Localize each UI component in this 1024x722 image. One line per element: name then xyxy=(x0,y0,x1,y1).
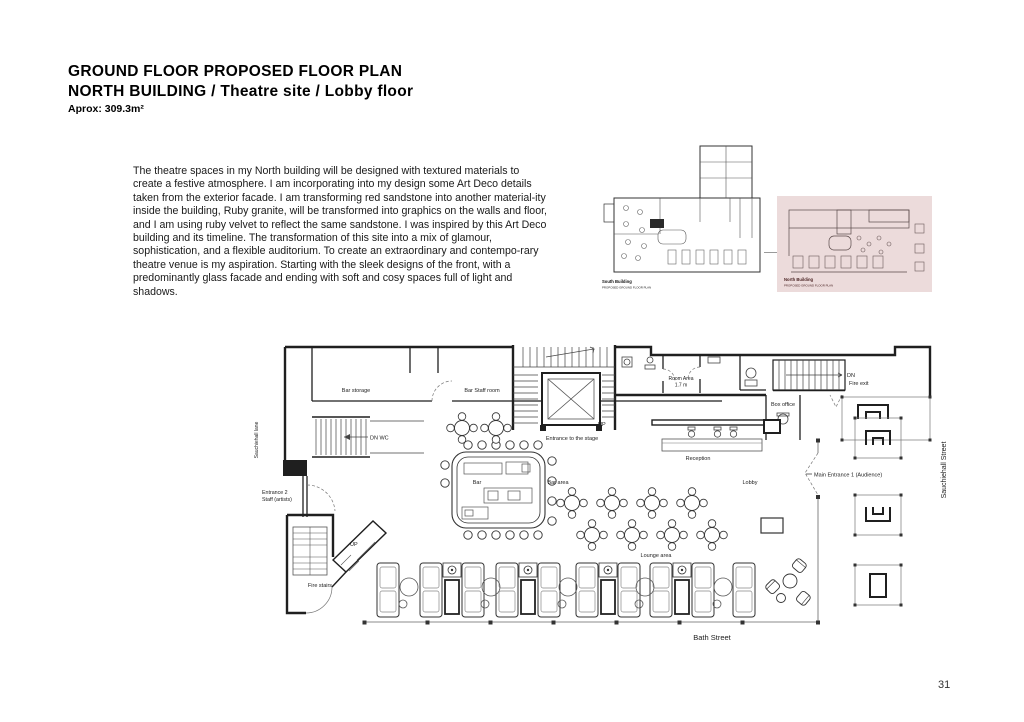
fire-stairs xyxy=(287,515,386,613)
thumb-south-furniture xyxy=(622,206,747,265)
fire-stairs-label: Fire stairs xyxy=(307,583,333,589)
page-number: 31 xyxy=(938,679,951,691)
bar-counter xyxy=(441,441,556,539)
thumbnail-north-building-plan-highlighted xyxy=(777,196,932,292)
bar-label: Bar xyxy=(472,480,482,486)
thumb-south-caption-line1: South Building xyxy=(602,279,632,284)
up-fire-label: UP xyxy=(350,542,358,548)
stair-dn-fire-exit xyxy=(773,360,869,390)
bath-street-label: Bath Street xyxy=(693,633,731,642)
entrance-stage-label: Entrance to the stage xyxy=(545,436,599,442)
street-colonnade xyxy=(854,417,903,607)
table-staff-2 xyxy=(481,413,512,444)
wall-pier xyxy=(283,460,307,476)
thumb-south-stage-block xyxy=(650,219,664,228)
wc-stair xyxy=(312,417,424,457)
page-title-line1: GROUND FLOOR PROPOSED FLOOR PLAN xyxy=(68,63,403,80)
bar-staff-room-label: Bar Staff room xyxy=(464,388,500,394)
description-paragraph: The theatre spaces in my North building will be designed with textured materials to create a festive atmosphere. I am incorporating into my design some Art Deco details taken from the exterior facade. I am transforming red sandstone into another material-ity inside the building, Ruby granite, will be transformed into graphics on the walls and floor, and I am using ruby velvet to reflect the same sandstone. I was inspired by this Art Deco building and its timeline. The transformation of this site into a mix of glamour, sophistication, and a flexible auditorium. To create an extraordinary and contempo-rary theatre venue is my aspiration. Starting with the sleek designs of the front, with a predominantly glass facade and ending with soft and cosy spaces full of light and shadows. xyxy=(133,165,547,298)
room-area-label-line1: Room Area xyxy=(668,376,694,382)
thumbnail-south-building-plan xyxy=(600,142,775,294)
area-label: Aprox: 309.3m² xyxy=(68,103,144,115)
lounge-area-label: Lounge area xyxy=(640,553,672,559)
entrance2-label-line2: Staff (artists) xyxy=(262,497,292,503)
title-block xyxy=(68,62,413,115)
lounge-tables xyxy=(557,488,728,551)
sauchiehall-street-label: Sauchiehall Street xyxy=(941,441,948,499)
up-stage-label: UP xyxy=(598,422,606,428)
dn-label: DN xyxy=(847,373,855,379)
bar-area-label: Bar area xyxy=(547,480,569,486)
entrance2-label-line1: Entrance 2 xyxy=(262,490,288,496)
page-title-line2: NORTH BUILDING / Theatre site / Lobby floor xyxy=(68,83,414,100)
stage-stair-elevator xyxy=(513,347,615,431)
console-table xyxy=(761,518,783,533)
dn-wc-label: DN WC xyxy=(370,435,389,442)
armchair-group xyxy=(765,558,812,607)
main-floor-plan xyxy=(246,335,958,651)
sauchiehall-lane-label: Sauchiehall lane xyxy=(254,421,260,459)
reception-label: Reception xyxy=(685,456,711,462)
fire-exit-label: Fire exit xyxy=(849,381,869,387)
main-entrance-label: Main Entrance 1 (Audience) xyxy=(814,472,883,479)
box-office-label: Box office xyxy=(770,402,796,408)
table-staff-1 xyxy=(447,413,478,444)
lobby-label: Lobby xyxy=(742,480,758,486)
reception xyxy=(652,420,780,462)
room-area-label-line2: 1.7 m xyxy=(674,382,688,389)
thumb-north-caption-line1: North Building xyxy=(784,277,814,282)
thumb-south-caption-line2: PROPOSED GROUND FLOOR PLAN xyxy=(602,285,652,290)
bar-storage-label: Bar storage xyxy=(341,388,371,394)
thumbnail-connector-line xyxy=(764,252,778,253)
elevator xyxy=(540,373,602,431)
thumb-north-caption-line2: PROPOSED GROUND FLOOR PLAN xyxy=(784,283,834,288)
